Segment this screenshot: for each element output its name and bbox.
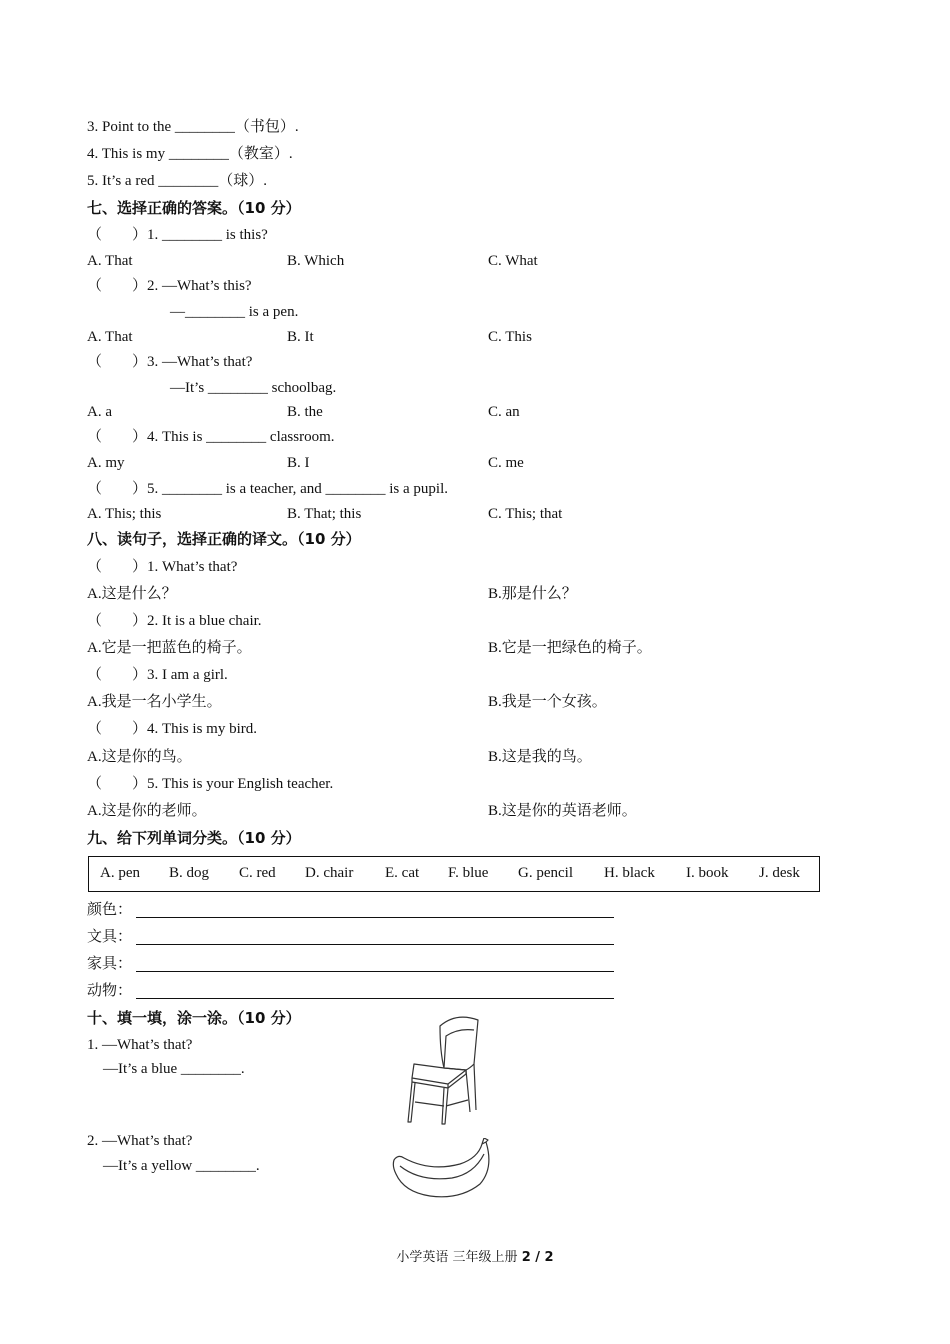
word-item: J. desk	[759, 865, 800, 881]
section10-title: 十、填一填，涂一涂。（10 分）	[87, 1009, 301, 1027]
word-item: H. black	[604, 865, 655, 881]
s10-q1b: —It’s a blue ________.	[103, 1061, 245, 1077]
word-item: G. pencil	[518, 865, 573, 881]
category-stationery: 文具：	[87, 929, 133, 945]
page-footer	[0, 1246, 950, 1265]
s7-q5: （ ）5. ________ is a teacher, and ________ is a pupil.	[87, 481, 449, 497]
section8-title: 八、读句子，选择正确的译文。（10 分）	[87, 530, 361, 548]
fill-blank-4: 4. This is my ________（教室）.	[87, 146, 293, 162]
s8-q3: （ ）3. I am a girl.	[87, 667, 228, 683]
banana-illustration	[390, 1138, 494, 1200]
answer-line-furniture[interactable]	[136, 971, 614, 972]
answer-line-stationery[interactable]	[136, 944, 614, 945]
s8-q3-a: A.我是一名小学生。	[87, 694, 222, 710]
s7-q2-c: C. This	[488, 329, 532, 345]
s10-q1a: 1. —What’s that?	[87, 1037, 193, 1053]
s10-q2b: —It’s a yellow ________.	[103, 1158, 260, 1174]
word-item: I. book	[686, 865, 729, 881]
word-item: D. chair	[305, 865, 354, 881]
s8-q5-a: A.这是你的老师。	[87, 803, 207, 819]
page-number: 2 / 2	[521, 1250, 554, 1265]
s7-q4-a: A. my	[87, 455, 125, 471]
s8-q4-b: B.这是我的鸟。	[488, 749, 592, 765]
fill-blank-5: 5. It’s a red ________（球）.	[87, 173, 267, 189]
fill-blank-3: 3. Point to the ________（书包）.	[87, 119, 299, 135]
s7-q1-c: C. What	[488, 253, 538, 269]
word-item: F. blue	[448, 865, 489, 881]
s7-q2: （ ）2. —What’s this?	[87, 278, 252, 294]
word-box	[88, 856, 820, 892]
s7-q5-b: B. That; this	[287, 506, 362, 522]
s8-q2-b: B.它是一把绿色的椅子。	[488, 640, 652, 656]
section7-title: 七、选择正确的答案。（10 分）	[87, 199, 301, 217]
s7-q2-a: A. That	[87, 329, 133, 345]
s10-q2a: 2. —What’s that?	[87, 1133, 193, 1149]
s7-q1-b: B. Which	[287, 253, 345, 269]
s7-q3-a: A. a	[87, 404, 112, 420]
s7-q5-c: C. This; that	[488, 506, 563, 522]
s7-q1: （ ）1. ________ is this?	[87, 227, 268, 243]
word-item: E. cat	[385, 865, 420, 881]
s7-q2-b-opt: B. It	[287, 329, 314, 345]
answer-line-animals[interactable]	[136, 998, 614, 999]
chair-illustration	[400, 1012, 490, 1127]
s7-q2-b: —________ is a pen.	[170, 304, 299, 320]
s8-q5-b: B.这是你的英语老师。	[488, 803, 637, 819]
s7-q5-a: A. This; this	[87, 506, 162, 522]
category-furniture: 家具：	[87, 956, 133, 972]
s7-q3: （ ）3. —What’s that?	[87, 354, 253, 370]
s8-q4-a: A.这是你的鸟。	[87, 749, 192, 765]
s8-q4: （ ）4. This is my bird.	[87, 721, 258, 737]
s7-q3-c: C. an	[488, 404, 520, 420]
word-item: C. red	[239, 865, 276, 881]
s8-q3-b: B.我是一个女孩。	[488, 694, 607, 710]
word-item: B. dog	[169, 865, 210, 881]
word-item: A. pen	[100, 865, 140, 881]
s8-q1-a: A.这是什么？	[87, 586, 177, 602]
s8-q1-b: B.那是什么？	[488, 586, 577, 602]
s8-q1: （ ）1. What’s that?	[87, 559, 238, 575]
s7-q1-a: A. That	[87, 253, 133, 269]
s8-q2: （ ）2. It is a blue chair.	[87, 613, 262, 629]
s8-q5: （ ）5. This is your English teacher.	[87, 776, 334, 792]
category-animals: 动物：	[87, 983, 133, 999]
s7-q3-b: —It’s ________ schoolbag.	[170, 380, 337, 396]
s7-q4-b: B. I	[287, 455, 310, 471]
s7-q4-c: C. me	[488, 455, 524, 471]
footer-text: 小学英语 三年级上册	[396, 1250, 522, 1265]
section9-title: 九、给下列单词分类。（10 分）	[87, 829, 301, 847]
s7-q4: （ ）4. This is ________ classroom.	[87, 429, 335, 445]
s8-q2-a: A.它是一把蓝色的椅子。	[87, 640, 252, 656]
answer-line-colors[interactable]	[136, 917, 614, 918]
category-colors: 颜色：	[87, 902, 133, 918]
s7-q3-b-opt: B. the	[287, 404, 323, 420]
